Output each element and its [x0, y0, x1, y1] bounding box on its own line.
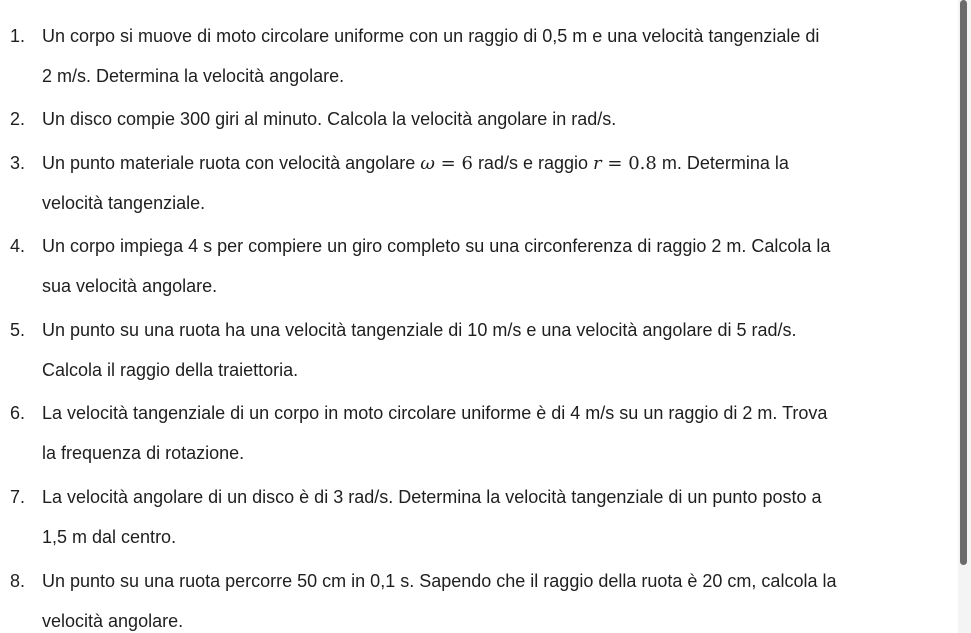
math-expression-omega: [420, 153, 473, 174]
exercise-number: 2.: [10, 109, 26, 129]
exercise-text-line: Calcola il raggio della traiettoria.: [42, 360, 299, 380]
exercise-text-line: Un punto su una ruota ha una velocità tangenziale di 10 m/s e una velocità angolare di 5 rad/s.: [42, 320, 797, 340]
exercise-text-line: La velocità tangenziale di un corpo in moto circolare uniforme è di 4 m/s su un raggio di 2 m. Trova: [42, 403, 828, 423]
equals-sign: =: [607, 153, 623, 174]
exercise-text: m. Determina la: [656, 153, 789, 173]
exercise-text-line: Un disco compie 300 giri al minuto. Calcola la velocità angolare in rad/s.: [42, 109, 617, 129]
exercise-text-line: velocità angolare.: [42, 611, 184, 631]
exercise-text-line: Un corpo si muove di moto circolare uniforme con un raggio di 0,5 m e una velocità tangenziale di: [42, 26, 820, 46]
exercise-text: rad/s e raggio: [472, 153, 594, 173]
vertical-scrollbar[interactable]: [958, 0, 971, 633]
exercise-number: 1.: [10, 26, 26, 46]
r-symbol: r: [593, 153, 602, 174]
exercise-text-line: [42, 151, 789, 176]
exercise-text-line: 2 m/s. Determina la velocità angolare.: [42, 66, 345, 86]
exercise-text-line: La velocità angolare di un disco è di 3 rad/s. Determina la velocità tangenziale di un punto posto a: [42, 487, 822, 507]
exercise-text-line: la frequenza di rotazione.: [42, 443, 245, 463]
scrollbar-thumb[interactable]: [960, 0, 967, 565]
exercise-number: 7.: [10, 487, 26, 507]
exercise-text-line: 1,5 m dal centro.: [42, 527, 177, 547]
equals-sign: =: [440, 153, 456, 174]
exercise-text-line: Un punto su una ruota percorre 50 cm in 0,1 s. Sapendo che il raggio della ruota è 20 cm, calcola la: [42, 571, 837, 591]
exercise-text-line: sua velocità angolare.: [42, 276, 218, 296]
exercise-number: 6.: [10, 403, 26, 423]
r-value: 0.8: [628, 153, 657, 174]
exercise-text-line: Un corpo impiega 4 s per compiere un giro completo su una circonferenza di raggio 2 m. Calcola la: [42, 236, 831, 256]
exercise-number: 5.: [10, 320, 26, 340]
exercise-text-line: velocità tangenziale.: [42, 193, 206, 213]
math-expression-radius: [593, 153, 657, 174]
exercise-text: Un punto materiale ruota con velocità angolare: [42, 153, 421, 173]
omega-value: 6: [461, 153, 473, 174]
exercise-number: 4.: [10, 236, 26, 256]
omega-symbol: ω: [420, 153, 435, 174]
exercise-number: 8.: [10, 571, 26, 591]
exercise-number: 3.: [10, 153, 26, 173]
